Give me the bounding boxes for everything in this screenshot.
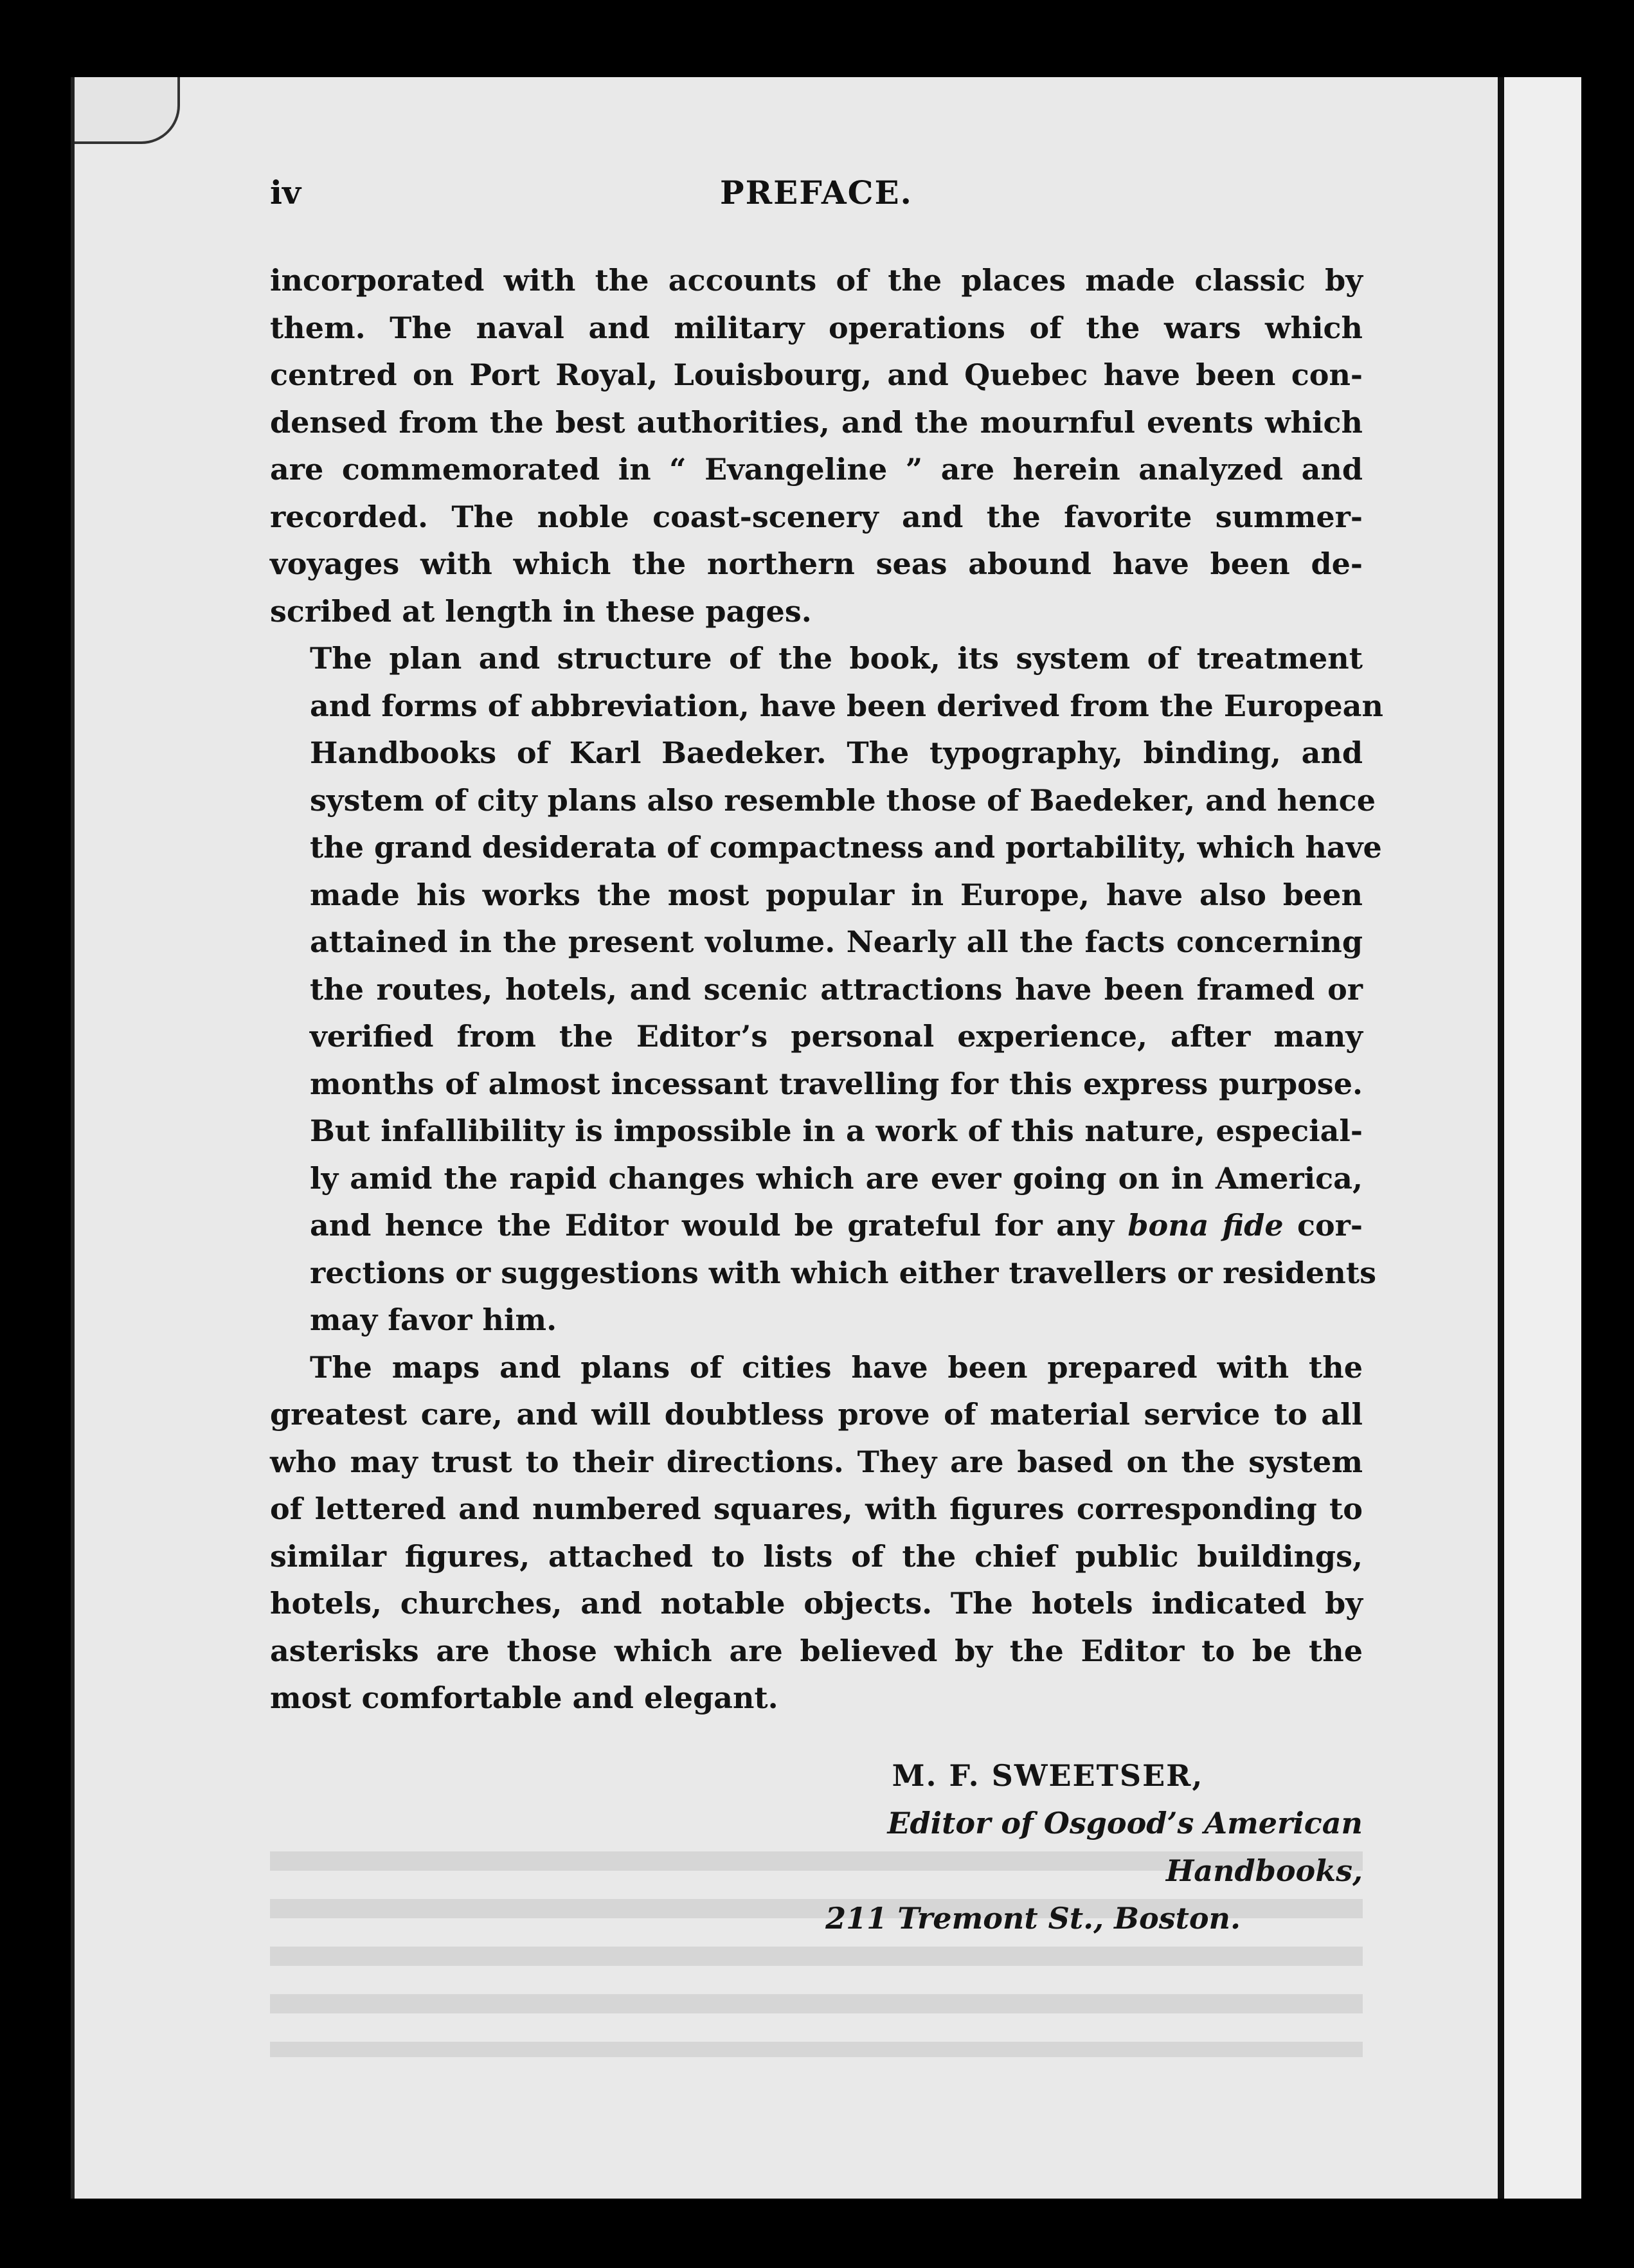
text-line: and forms of abbreviation, have been derived from the European xyxy=(310,688,1383,723)
paragraph-1 xyxy=(270,257,1363,635)
paragraph-2 xyxy=(270,635,1383,1344)
author-address: 211 Tremont St., Boston. xyxy=(825,1901,1241,1936)
page-number: iv xyxy=(270,174,301,212)
text-line: asterisks are those which are believed by the Editor to be the xyxy=(270,1633,1363,1668)
text-line: The plan and structure of the book, its system of treatment xyxy=(310,641,1363,676)
text-line: may favor him. xyxy=(310,1302,557,1337)
text-line: similar figures, attached to lists of the chief public buildings, xyxy=(270,1538,1363,1574)
text-line: system of city plans also resemble those of Baedeker, and hence xyxy=(310,782,1376,818)
text-line: scribed at length in these pages. xyxy=(270,593,812,629)
running-head: PREFACE. xyxy=(720,174,913,212)
text-line: greatest care, and will doubtless prove of material service to all xyxy=(270,1397,1363,1432)
text-line: ly amid the rapid changes which are ever going on in America, xyxy=(310,1160,1363,1196)
text-line: densed from the best authorities, and the mournful events which xyxy=(270,404,1363,440)
text-line: But infallibility is impossible in a work of this nature, especial- xyxy=(310,1113,1363,1148)
text-line: of lettered and numbered squares, with figures corresponding to xyxy=(270,1491,1363,1526)
author-title: Editor of Osgood’s American Handbooks, xyxy=(887,1806,1363,1888)
text-line: the grand desiderata of compactness and portability, which have xyxy=(310,830,1382,865)
text-line: most comfortable and elegant. xyxy=(270,1680,778,1715)
text-line: made his works the most popular in Europe, have also been xyxy=(310,877,1363,912)
text-line: verified from the Editor’s personal experience, after many xyxy=(310,1019,1363,1054)
text-line: rections or suggestions with which either travellers or residents xyxy=(310,1255,1376,1290)
page-corner-fold xyxy=(75,77,180,144)
text-line: incorporated with the accounts of the places made classic by xyxy=(270,263,1363,298)
preface-body xyxy=(270,257,1383,1722)
text-line: centred on Port Royal, Louisbourg, and Quebec have been con- xyxy=(270,357,1363,392)
author-name: M. F. SWEETSER, xyxy=(892,1758,1204,1793)
text-line: and hence the Editor would be grateful for any bona fide cor- xyxy=(310,1208,1363,1243)
facing-page-strip xyxy=(1504,77,1581,2199)
text-line: are commemorated in “ Evangeline ” are herein analyzed and xyxy=(270,452,1363,487)
paragraph-3 xyxy=(270,1344,1363,1722)
text-line: the routes, hotels, and scenic attractions have been framed or xyxy=(310,971,1363,1007)
text-line: voyages with which the northern seas abound have been de- xyxy=(270,546,1363,581)
text-line: who may trust to their directions. They are based on the system xyxy=(270,1444,1363,1479)
italic-phrase: bona fide xyxy=(1127,1208,1284,1243)
text-line: The maps and plans of cities have been prepared with the xyxy=(310,1349,1363,1385)
page-gutter-edge xyxy=(1498,77,1504,2199)
text-line: Handbooks of Karl Baedeker. The typography, binding, and xyxy=(310,735,1363,770)
text-line: months of almost incessant travelling for this express purpose. xyxy=(310,1066,1363,1101)
signature-block xyxy=(707,1752,1363,1942)
text-line: hotels, churches, and notable objects. The hotels indicated by xyxy=(270,1586,1363,1621)
text-line: attained in the present volume. Nearly all the facts concerning xyxy=(310,924,1363,959)
page-header xyxy=(270,174,1363,225)
text-line: them. The naval and military operations of the wars which xyxy=(270,310,1363,345)
text-line: recorded. The noble coast-scenery and the favorite summer- xyxy=(270,499,1363,534)
